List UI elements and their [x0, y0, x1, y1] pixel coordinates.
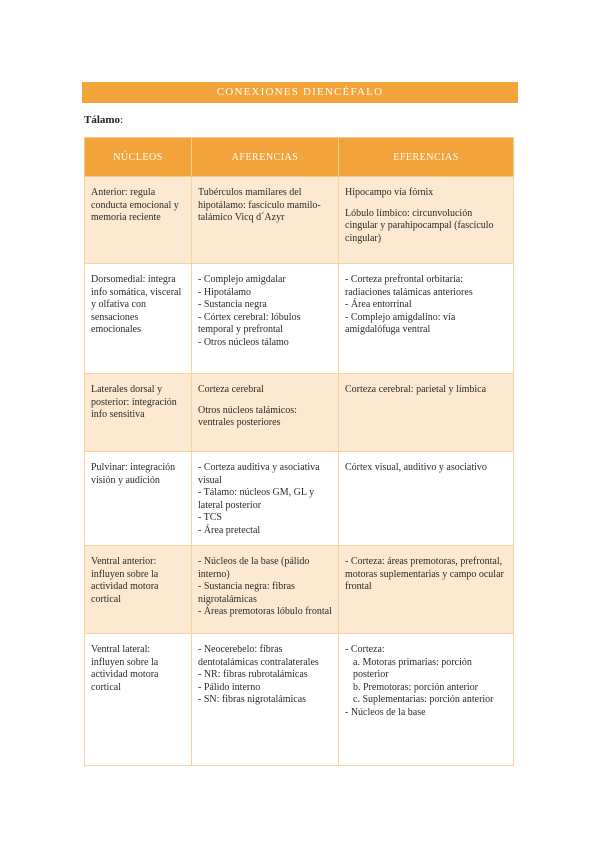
cell-aferencias: [192, 634, 339, 766]
table-row: [85, 264, 514, 374]
cell-line: - Córtex cerebral: lóbulos temporal y prefrontal: [198, 311, 301, 335]
cell-eferencias: [339, 374, 514, 452]
cell-nucleo: Ventral anterior: influyen sobre la actividad motora cortical: [85, 546, 192, 634]
cell-line: - Núcleos de la base: [345, 706, 426, 718]
cell-line: - Complejo amigdalino: vía amigdalófuga ventral: [345, 311, 456, 335]
cell-line: - Neocerebelo: fibras dentotalámicas contralaterales: [198, 644, 319, 668]
cell-line: - Pálido interno: [198, 681, 261, 693]
cell-eferencias: [339, 452, 514, 546]
cell-line: - NR: fibras rubrotalámicas: [198, 669, 308, 680]
page-title: CONEXIONES DIENCÉFALO: [82, 82, 518, 103]
cell-line: - Áreas premotoras lóbulo frontal: [198, 606, 332, 617]
cell-line: - SN: fibras nigrotalámicas: [198, 694, 307, 705]
connections-table: [84, 137, 514, 766]
table-header-row: [85, 138, 514, 177]
cell-eferencias: [339, 264, 514, 374]
table-row: [85, 177, 514, 264]
cell-aferencias: [192, 374, 339, 452]
header-eferencias: EFERENCIAS: [339, 138, 514, 177]
cell-line: Tubérculos mamilares del hipotálamo: fascículo mamilo-talámico Vicq d´Azyr: [198, 187, 321, 223]
cell-nucleo: Pulvinar: integración visión y audición: [85, 452, 192, 546]
cell-line: Córtex visual, auditivo y asociativo: [345, 462, 487, 473]
cell-nucleo: Ventral lateral: influyen sobre la actividad motora cortical: [85, 634, 192, 766]
cell-aferencias: [192, 177, 339, 264]
header-nucleos: NÚCLEOS: [85, 138, 192, 177]
cell-line: [198, 397, 332, 405]
cell-line: - Corteza auditiva y asociativa visual: [198, 462, 320, 486]
cell-line: b. Premotoras: porción anterior: [353, 681, 478, 693]
subtitle-text: Tálamo: [84, 114, 121, 126]
cell-line: - Sustancia negra: fibras nigrotalámicas: [198, 581, 295, 605]
cell-line: - Área entorrinal: [345, 299, 412, 310]
cell-aferencias: [192, 546, 339, 634]
subtitle-colon: :: [120, 114, 124, 126]
cell-line: c. Suplementarias: porción anterior: [353, 694, 494, 705]
cell-line: Hipocampo vía fórnix: [345, 187, 434, 198]
cell-aferencias: [192, 452, 339, 546]
cell-line: - Corteza: áreas premotoras, prefrontal, motoras suplementarias y campo ocular frontal: [345, 556, 504, 592]
table-row: [85, 634, 514, 766]
cell-line: a. Motoras primarias: porción posterior: [353, 656, 472, 680]
cell-eferencias: [339, 177, 514, 264]
cell-line: - Complejo amigdalar: [198, 274, 286, 285]
cell-line: Corteza cerebral: parietal y límbica: [345, 384, 487, 395]
table-row: [85, 546, 514, 634]
table-row: [85, 374, 514, 452]
cell-line: - Hipotálamo: [198, 286, 252, 298]
cell-nucleo: Anterior: regula conducta emocional y memoria reciente: [85, 177, 192, 264]
cell-line: Otros núcleos talámicos: ventrales posteriores: [198, 404, 297, 428]
cell-line: - Núcleos de la base (pálido interno): [198, 556, 310, 580]
cell-line: - Tálamo: núcleos GM, GL y lateral posterior: [198, 487, 315, 511]
cell-line: - Corteza prefrontal orbitaria: radiaciones talámicas anteriores: [345, 274, 473, 298]
cell-nucleo: Laterales dorsal y posterior: integración info sensitiva: [85, 374, 192, 452]
cell-line: - Sustancia negra: [198, 299, 267, 310]
cell-nucleo: Dorsomedial: integra info somática, visceral y olfativa con sensaciones emocionales: [85, 264, 192, 374]
cell-aferencias: [192, 264, 339, 374]
section-subtitle: [84, 114, 123, 126]
cell-eferencias: [339, 634, 514, 766]
header-aferencias: AFERENCIAS: [192, 138, 339, 177]
cell-line: - TCS: [198, 512, 222, 523]
cell-line: [345, 200, 507, 208]
cell-line: Corteza cerebral: [198, 384, 264, 395]
cell-eferencias: [339, 546, 514, 634]
cell-line: Lóbulo límbico: circunvolución cingular y parahipocampal (fascículo cingular): [345, 207, 494, 244]
cell-line: - Área pretectal: [198, 524, 261, 536]
cell-line: - Corteza:: [345, 644, 385, 655]
table-row: [85, 452, 514, 546]
cell-line: - Otros núcleos tálamo: [198, 336, 289, 348]
